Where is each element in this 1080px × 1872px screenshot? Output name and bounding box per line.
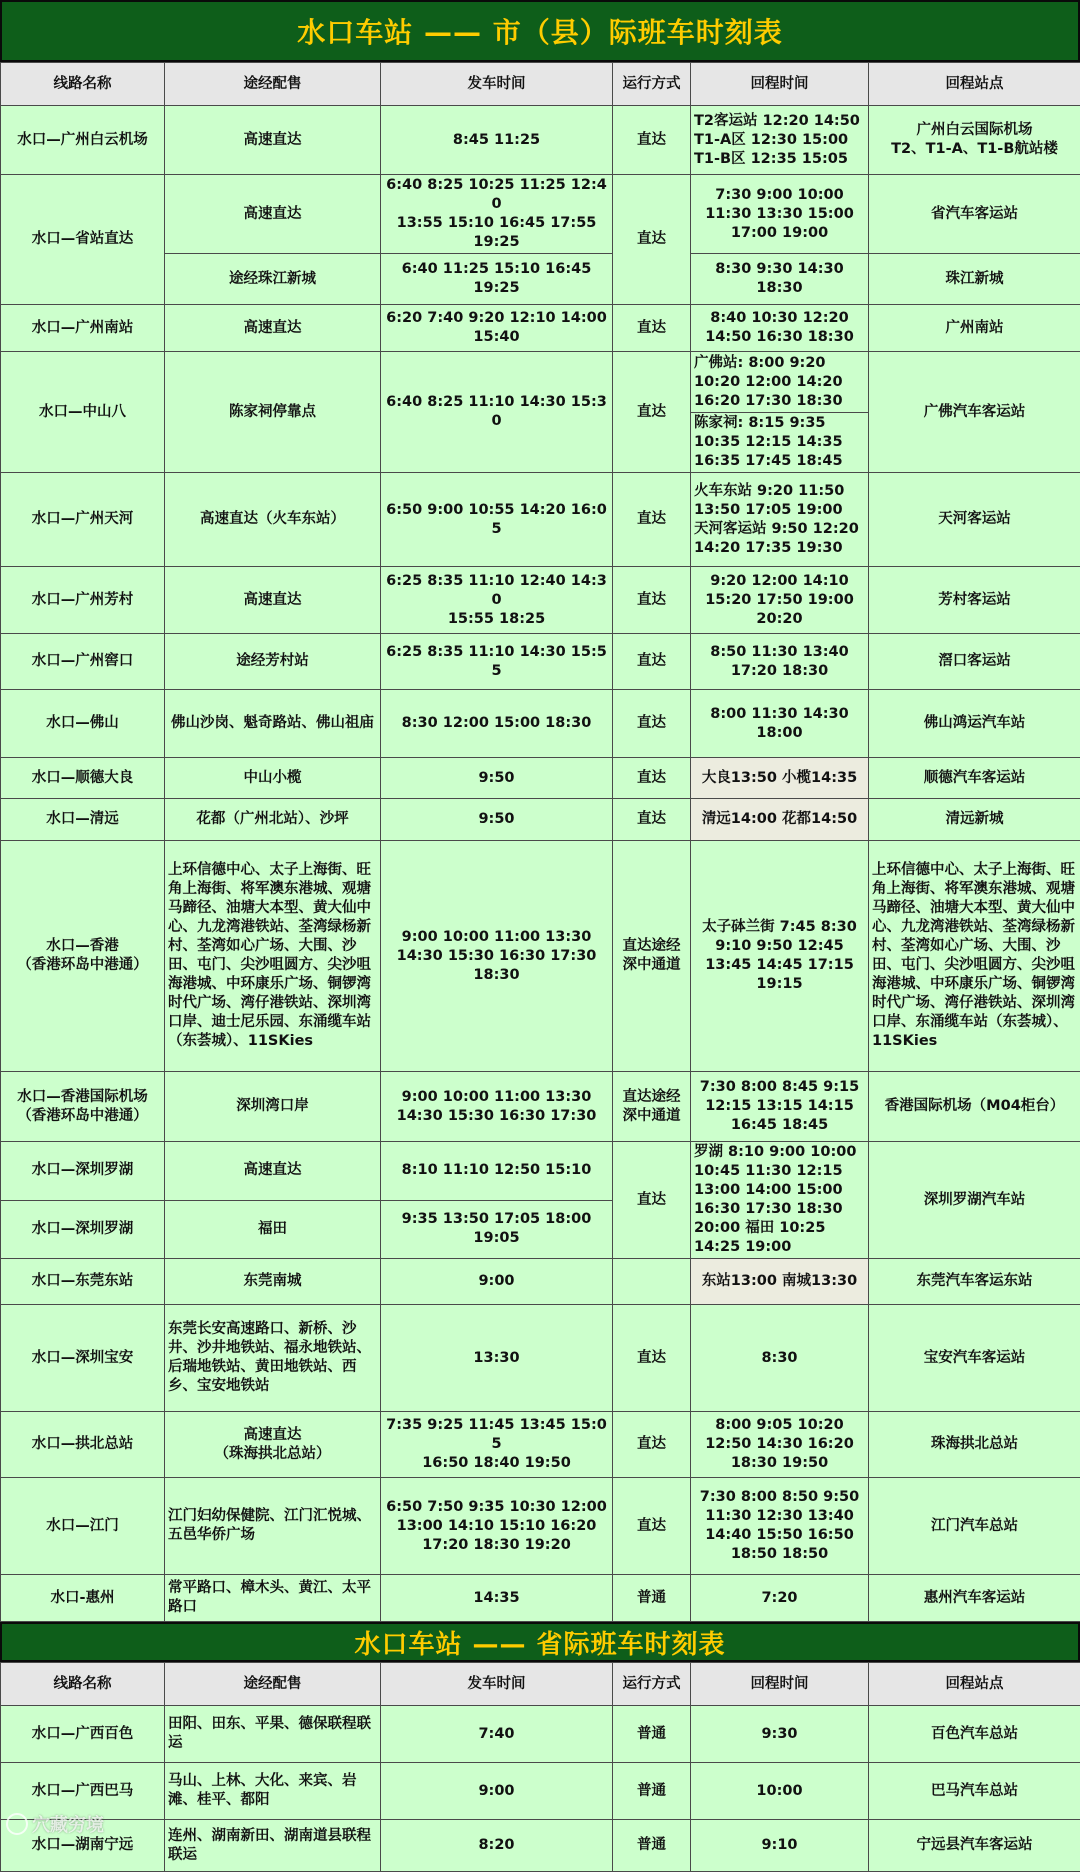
return-times: 8:00 9:05 10:20 12:50 14:30 16:20 18:30 19:50 bbox=[691, 1412, 869, 1478]
depart-times: 14:35 bbox=[381, 1575, 613, 1622]
route-name: 水口—拱北总站 bbox=[1, 1412, 165, 1478]
depart-times: 9:35 13:50 17:05 18:00 19:05 bbox=[381, 1200, 613, 1259]
return-station: 宝安汽车客运站 bbox=[869, 1305, 1080, 1412]
route-name: 水口—中山八 bbox=[1, 352, 165, 473]
return-times: 罗湖 8:10 9:00 10:00 10:45 11:30 12:15 13:00 14:00 15:00 16:30 17:30 18:30 20:00 福田 10:25 14:25 19:00 bbox=[691, 1142, 869, 1259]
run-mode: 直达 bbox=[613, 634, 691, 690]
depart-times: 7:35 9:25 11:45 13:45 15:05 16:50 18:40 19:50 bbox=[381, 1412, 613, 1478]
return-station: 宁远县汽车客运站 bbox=[869, 1820, 1080, 1872]
return-station: 佛山鸿运汽车站 bbox=[869, 690, 1080, 758]
via-stops: 陈家祠停靠点 bbox=[165, 352, 381, 473]
via-stops: 途经芳村站 bbox=[165, 634, 381, 690]
run-mode: 直达 bbox=[613, 1305, 691, 1412]
depart-times: 6:50 9:00 10:55 14:20 16:05 bbox=[381, 473, 613, 567]
watermark-logo-icon bbox=[6, 1813, 28, 1835]
table-row bbox=[1, 1142, 1080, 1201]
return-times: 7:30 8:00 8:50 9:50 11:30 12:30 13:40 14:40 15:50 16:50 18:50 18:50 bbox=[691, 1478, 869, 1575]
via-stops: 花都（广州北站）、沙坪 bbox=[165, 799, 381, 841]
run-mode: 普通 bbox=[613, 1706, 691, 1763]
route-name: 水口—深圳罗湖 bbox=[1, 1142, 165, 1201]
return-times: 10:00 bbox=[691, 1763, 869, 1820]
via-stops: 深圳湾口岸 bbox=[165, 1072, 381, 1142]
depart-times: 8:30 12:00 15:00 18:30 bbox=[381, 690, 613, 758]
table-row bbox=[1, 1706, 1080, 1763]
col-header-return: 回程时间 bbox=[691, 1663, 869, 1706]
via-stops: 东莞长安高速路口、新桥、沙井、沙井地铁站、福永地铁站、后瑞地铁站、黄田地铁站、西乡、宝安地铁站 bbox=[165, 1305, 381, 1412]
col-header-route: 线路名称 bbox=[1, 1663, 165, 1706]
page-title: 水口车站 —— 市（县）际班车时刻表 bbox=[0, 0, 1080, 62]
table-header-row bbox=[1, 63, 1080, 106]
via-stops: 福田 bbox=[165, 1200, 381, 1259]
route-name: 水口—江门 bbox=[1, 1478, 165, 1575]
route-name: 水口—广州窖口 bbox=[1, 634, 165, 690]
return-times: T2客运站 12:20 14:50 T1-A区 12:30 15:00 T1-B区 12:35 15:05 bbox=[691, 106, 869, 175]
return-times: 9:10 bbox=[691, 1820, 869, 1872]
table-row bbox=[1, 567, 1080, 634]
return-station: 广州南站 bbox=[869, 305, 1080, 352]
run-mode bbox=[613, 1259, 691, 1305]
route-name: 水口—广州天河 bbox=[1, 473, 165, 567]
depart-times: 13:30 bbox=[381, 1305, 613, 1412]
route-name: 水口—香港 （香港环岛中港通） bbox=[1, 841, 165, 1072]
via-stops: 中山小榄 bbox=[165, 758, 381, 799]
return-station: 江门汽车总站 bbox=[869, 1478, 1080, 1575]
run-mode: 普通 bbox=[613, 1763, 691, 1820]
return-times: 东站13:00 南城13:30 bbox=[691, 1259, 869, 1305]
return-times: 太子砵兰街 7:45 8:30 9:10 9:50 12:45 13:45 14:45 17:15 19:15 bbox=[691, 841, 869, 1072]
col-header-via: 途经配售 bbox=[165, 63, 381, 106]
depart-times: 6:40 11:25 15:10 16:45 19:25 bbox=[381, 254, 613, 305]
via-stops: 高速直达 bbox=[165, 1142, 381, 1201]
return-times: 9:20 12:00 14:10 15:20 17:50 19:00 20:20 bbox=[691, 567, 869, 634]
depart-times: 9:00 10:00 11:00 13:30 14:30 15:30 16:30 17:30 bbox=[381, 1072, 613, 1142]
via-stops: 佛山沙岗、魁奇路站、佛山祖庙 bbox=[165, 690, 381, 758]
via-stops: 东莞南城 bbox=[165, 1259, 381, 1305]
return-station: 天河客运站 bbox=[869, 473, 1080, 567]
run-mode: 直达 bbox=[613, 758, 691, 799]
depart-times: 6:50 7:50 9:35 10:30 12:00 13:00 14:10 15:10 16:20 17:20 18:30 19:20 bbox=[381, 1478, 613, 1575]
return-station: 广州白云国际机场 T2、T1-A、T1-B航站楼 bbox=[869, 106, 1080, 175]
via-stops: 高速直达 bbox=[165, 106, 381, 175]
depart-times: 9:00 10:00 11:00 13:30 14:30 15:30 16:30 17:30 18:30 bbox=[381, 841, 613, 1072]
return-station: 珠江新城 bbox=[869, 254, 1080, 305]
depart-times: 6:25 8:35 11:10 14:30 15:55 bbox=[381, 634, 613, 690]
route-name: 水口—佛山 bbox=[1, 690, 165, 758]
run-mode: 普通 bbox=[613, 1575, 691, 1622]
route-name: 水口—顺德大良 bbox=[1, 758, 165, 799]
return-times: 火车东站 9:20 11:50 13:50 17:05 19:00 天河客运站 9:50 12:20 14:20 17:35 19:30 bbox=[691, 473, 869, 567]
table-header-row bbox=[1, 1663, 1080, 1706]
table-row bbox=[1, 1412, 1080, 1478]
run-mode: 直达 bbox=[613, 473, 691, 567]
run-mode: 直达途经深中通道 bbox=[613, 1072, 691, 1142]
return-station: 珠海拱北总站 bbox=[869, 1412, 1080, 1478]
return-station: 芳村客运站 bbox=[869, 567, 1080, 634]
via-stops: 高速直达 （珠海拱北总站） bbox=[165, 1412, 381, 1478]
return-times: 8:30 bbox=[691, 1305, 869, 1412]
col-header-depart: 发车时间 bbox=[381, 1663, 613, 1706]
route-name: 水口—深圳宝安 bbox=[1, 1305, 165, 1412]
return-times: 8:40 10:30 12:20 14:50 16:30 18:30 bbox=[691, 305, 869, 352]
table-row bbox=[1, 841, 1080, 1072]
col-header-station: 回程站点 bbox=[869, 1663, 1080, 1706]
via-stops: 途经珠江新城 bbox=[165, 254, 381, 305]
via-stops: 马山、上林、大化、来宾、岩滩、桂平、都阳 bbox=[165, 1763, 381, 1820]
return-times: 7:30 8:00 8:45 9:15 12:15 13:15 14:15 16:45 18:45 bbox=[691, 1072, 869, 1142]
via-stops: 高速直达（火车东站） bbox=[165, 473, 381, 567]
table-row bbox=[1, 1259, 1080, 1305]
return-station: 惠州汽车客运站 bbox=[869, 1575, 1080, 1622]
depart-times: 8:20 bbox=[381, 1820, 613, 1872]
return-times: 清远14:00 花都14:50 bbox=[691, 799, 869, 841]
route-name: 水口—香港国际机场 （香港环岛中港通） bbox=[1, 1072, 165, 1142]
return-times: 7:30 9:00 10:00 11:30 13:30 15:00 17:00 19:00 bbox=[691, 175, 869, 254]
depart-times: 8:45 11:25 bbox=[381, 106, 613, 175]
return-times: 大良13:50 小榄14:35 bbox=[691, 758, 869, 799]
col-header-route: 线路名称 bbox=[1, 63, 165, 106]
run-mode: 直达 bbox=[613, 1478, 691, 1575]
watermark-text: 穴藏穷境 bbox=[32, 1811, 104, 1837]
via-stops: 常平路口、樟木头、黄江、太平路口 bbox=[165, 1575, 381, 1622]
col-header-mode: 运行方式 bbox=[613, 1663, 691, 1706]
via-stops: 高速直达 bbox=[165, 567, 381, 634]
return-station: 广佛汽车客运站 bbox=[869, 352, 1080, 473]
table-row bbox=[1, 758, 1080, 799]
table-row bbox=[1, 1575, 1080, 1622]
depart-times: 6:20 7:40 9:20 12:10 14:00 15:40 bbox=[381, 305, 613, 352]
return-station: 滘口客运站 bbox=[869, 634, 1080, 690]
depart-times: 9:50 bbox=[381, 799, 613, 841]
run-mode: 直达 bbox=[613, 1412, 691, 1478]
return-times: 8:00 11:30 14:30 18:00 bbox=[691, 690, 869, 758]
route-name: 水口—深圳罗湖 bbox=[1, 1200, 165, 1259]
col-header-via: 途经配售 bbox=[165, 1663, 381, 1706]
depart-times: 6:25 8:35 11:10 12:40 14:30 15:55 18:25 bbox=[381, 567, 613, 634]
table-row bbox=[1, 1305, 1080, 1412]
run-mode: 直达 bbox=[613, 305, 691, 352]
route-name: 水口—清远 bbox=[1, 799, 165, 841]
route-name: 水口—广西巴马 bbox=[1, 1763, 165, 1820]
run-mode: 直达 bbox=[613, 106, 691, 175]
return-station: 清远新城 bbox=[869, 799, 1080, 841]
return-station: 巴马汽车总站 bbox=[869, 1763, 1080, 1820]
col-header-mode: 运行方式 bbox=[613, 63, 691, 106]
watermark bbox=[6, 1811, 104, 1837]
col-header-depart: 发车时间 bbox=[381, 63, 613, 106]
return-station: 香港国际机场（M04柜台） bbox=[869, 1072, 1080, 1142]
section-title: 水口车站 —— 省际班车时刻表 bbox=[0, 1622, 1080, 1662]
table-row bbox=[1, 690, 1080, 758]
return-station: 百色汽车总站 bbox=[869, 1706, 1080, 1763]
col-header-return: 回程时间 bbox=[691, 63, 869, 106]
route-name: 水口-惠州 bbox=[1, 1575, 165, 1622]
run-mode: 直达 bbox=[613, 175, 691, 305]
return-times: 陈家祠: 8:15 9:35 10:35 12:15 14:35 16:35 17:45 18:45 bbox=[691, 413, 869, 473]
via-stops: 田阳、田东、平果、德保联程联运 bbox=[165, 1706, 381, 1763]
run-mode: 普通 bbox=[613, 1820, 691, 1872]
table-row bbox=[1, 352, 1080, 413]
route-name: 水口—湖南宁远 bbox=[1, 1820, 165, 1872]
return-station: 深圳罗湖汽车站 bbox=[869, 1142, 1080, 1259]
route-name: 水口—广州芳村 bbox=[1, 567, 165, 634]
run-mode: 直达 bbox=[613, 352, 691, 473]
run-mode: 直达 bbox=[613, 690, 691, 758]
via-stops: 高速直达 bbox=[165, 175, 381, 254]
table-row bbox=[1, 1072, 1080, 1142]
depart-times: 9:00 bbox=[381, 1259, 613, 1305]
col-header-station: 回程站点 bbox=[869, 63, 1080, 106]
run-mode: 直达 bbox=[613, 799, 691, 841]
table-row bbox=[1, 1478, 1080, 1575]
depart-times: 9:50 bbox=[381, 758, 613, 799]
table-row bbox=[1, 1763, 1080, 1820]
run-mode: 直达 bbox=[613, 567, 691, 634]
via-stops: 上环信德中心、太子上海街、旺角上海街、将军澳东港城、观塘马蹄径、油塘大本型、黄大仙中心、九龙湾港铁站、荃湾绿杨新村、荃湾如心广场、大围、沙田、屯门、尖沙咀圆方、尖沙咀海港城、中环康乐广场、铜锣湾时代广场、湾仔港铁站、深圳湾口岸、迪士尼乐园、东涌缆车站（东荟城）、11SKies bbox=[165, 841, 381, 1072]
depart-times: 8:10 11:10 12:50 15:10 bbox=[381, 1142, 613, 1201]
route-name: 水口—广州南站 bbox=[1, 305, 165, 352]
return-times: 9:30 bbox=[691, 1706, 869, 1763]
route-name: 水口—广州白云机场 bbox=[1, 106, 165, 175]
return-station: 东莞汽车客运东站 bbox=[869, 1259, 1080, 1305]
return-times: 8:50 11:30 13:40 17:20 18:30 bbox=[691, 634, 869, 690]
return-station: 顺德汽车客运站 bbox=[869, 758, 1080, 799]
return-station: 省汽车客运站 bbox=[869, 175, 1080, 254]
via-stops: 高速直达 bbox=[165, 305, 381, 352]
table-row bbox=[1, 1820, 1080, 1872]
depart-times: 6:40 8:25 10:25 11:25 12:40 13:55 15:10 16:45 17:55 19:25 bbox=[381, 175, 613, 254]
return-times: 7:20 bbox=[691, 1575, 869, 1622]
table-row bbox=[1, 305, 1080, 352]
table-row bbox=[1, 799, 1080, 841]
route-name: 水口—广西百色 bbox=[1, 1706, 165, 1763]
city-schedule-table bbox=[0, 62, 1080, 1622]
return-station: 上环信德中心、太子上海街、旺角上海街、将军澳东港城、观塘马蹄径、油塘大本型、黄大仙中心、九龙湾港铁站、荃湾绿杨新村、荃湾如心广场、大围、沙田、屯门、尖沙咀圆方、尖沙咀海港城、中环康乐广场、铜锣湾时代广场、湾仔港铁站、深圳湾口岸、东涌缆车站（东荟城）、11SKies bbox=[869, 841, 1080, 1072]
run-mode: 直达 bbox=[613, 1142, 691, 1259]
table-row bbox=[1, 175, 1080, 254]
depart-times: 7:40 bbox=[381, 1706, 613, 1763]
table-row bbox=[1, 106, 1080, 175]
return-times: 广佛站: 8:00 9:20 10:20 12:00 14:20 16:20 17:30 18:30 bbox=[691, 352, 869, 413]
via-stops: 江门妇幼保健院、江门汇悦城、五邑华侨广场 bbox=[165, 1478, 381, 1575]
run-mode: 直达途经深中通道 bbox=[613, 841, 691, 1072]
table-row bbox=[1, 634, 1080, 690]
table-row bbox=[1, 473, 1080, 567]
route-name: 水口—省站直达 bbox=[1, 175, 165, 305]
route-name: 水口—东莞东站 bbox=[1, 1259, 165, 1305]
return-times: 8:30 9:30 14:30 18:30 bbox=[691, 254, 869, 305]
via-stops: 连州、湖南新田、湖南道县联程联运 bbox=[165, 1820, 381, 1872]
depart-times: 6:40 8:25 11:10 14:30 15:30 bbox=[381, 352, 613, 473]
depart-times: 9:00 bbox=[381, 1763, 613, 1820]
